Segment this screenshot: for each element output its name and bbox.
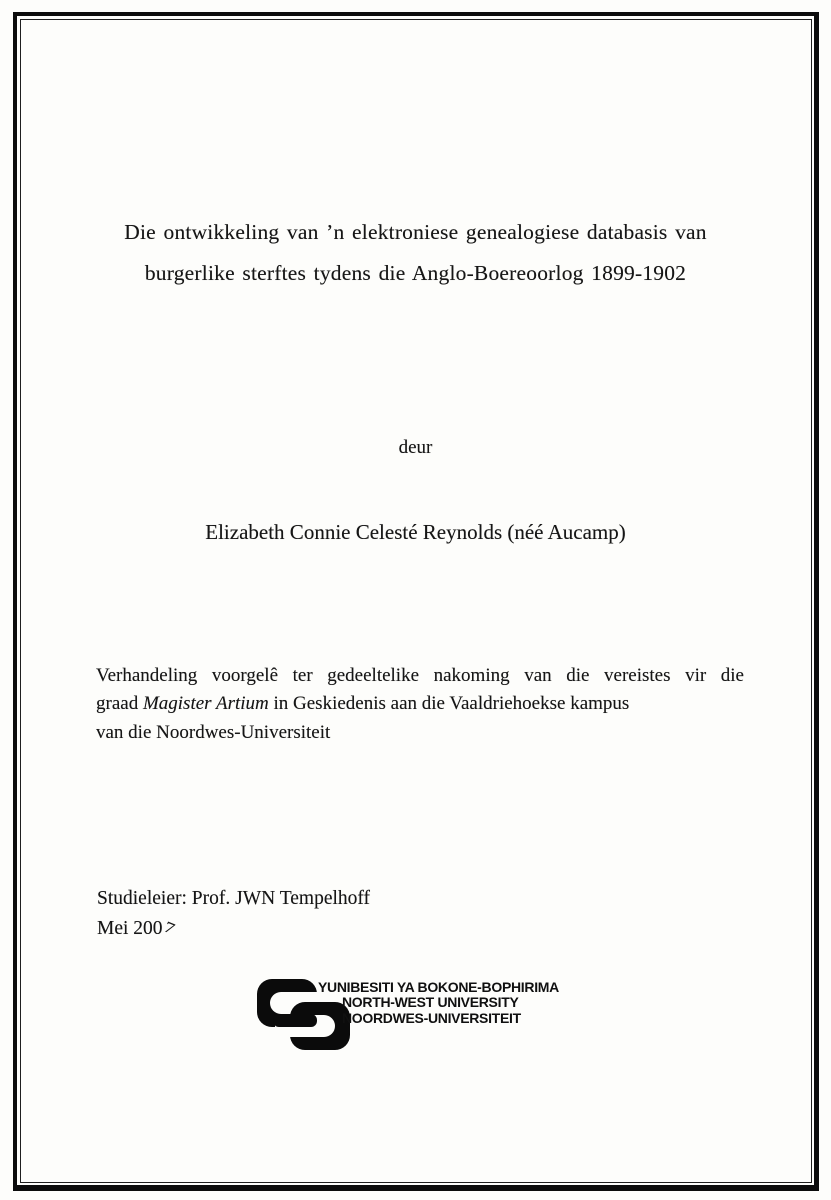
date-last-digit: 7 (160, 918, 177, 938)
supervisor-line: Studieleier: Prof. JWN Tempelhoff (97, 888, 371, 909)
logo-line-afrikaans: NOORDWES-UNIVERSITEIT (342, 1009, 521, 1026)
declaration-line-3: van die Noordwes-Universiteit (96, 721, 331, 743)
declaration-paragraph (96, 662, 744, 747)
logo-line-english: NORTH-WEST UNIVERSITY (342, 994, 519, 1011)
thesis-title (55, 212, 776, 294)
degree-name: Magister Artium (142, 693, 269, 715)
declaration-line-1: Verhandeling voorgelê ter gedeeltelike nakoming van die vereistes vir die (96, 665, 744, 686)
university-logo-text (318, 980, 559, 1026)
declaration-line-2-prefix: graad (96, 693, 143, 715)
date-prefix: Mei 200 (97, 917, 163, 939)
logo-line-setswana: YUNIBESITI YA BOKONE-BOPHIRIMA (318, 979, 559, 995)
title-line-1: Die ontwikkeling van ’n elektroniese genealogiese databasis van (124, 220, 707, 244)
declaration-line-2 (96, 690, 744, 718)
author-name: Elizabeth Connie Celesté Reynolds (néé Aucamp) (205, 520, 626, 544)
title-line-2: burgerlike sterftes tydens die Anglo-Boereoorlog 1899-1902 (144, 261, 687, 285)
date-line (97, 914, 370, 944)
byline-deur: deur (398, 437, 433, 458)
supervisor-block (97, 884, 370, 943)
declaration-line-2-suffix: in Geskiedenis aan die Vaaldriehoekse kampus (268, 693, 630, 715)
